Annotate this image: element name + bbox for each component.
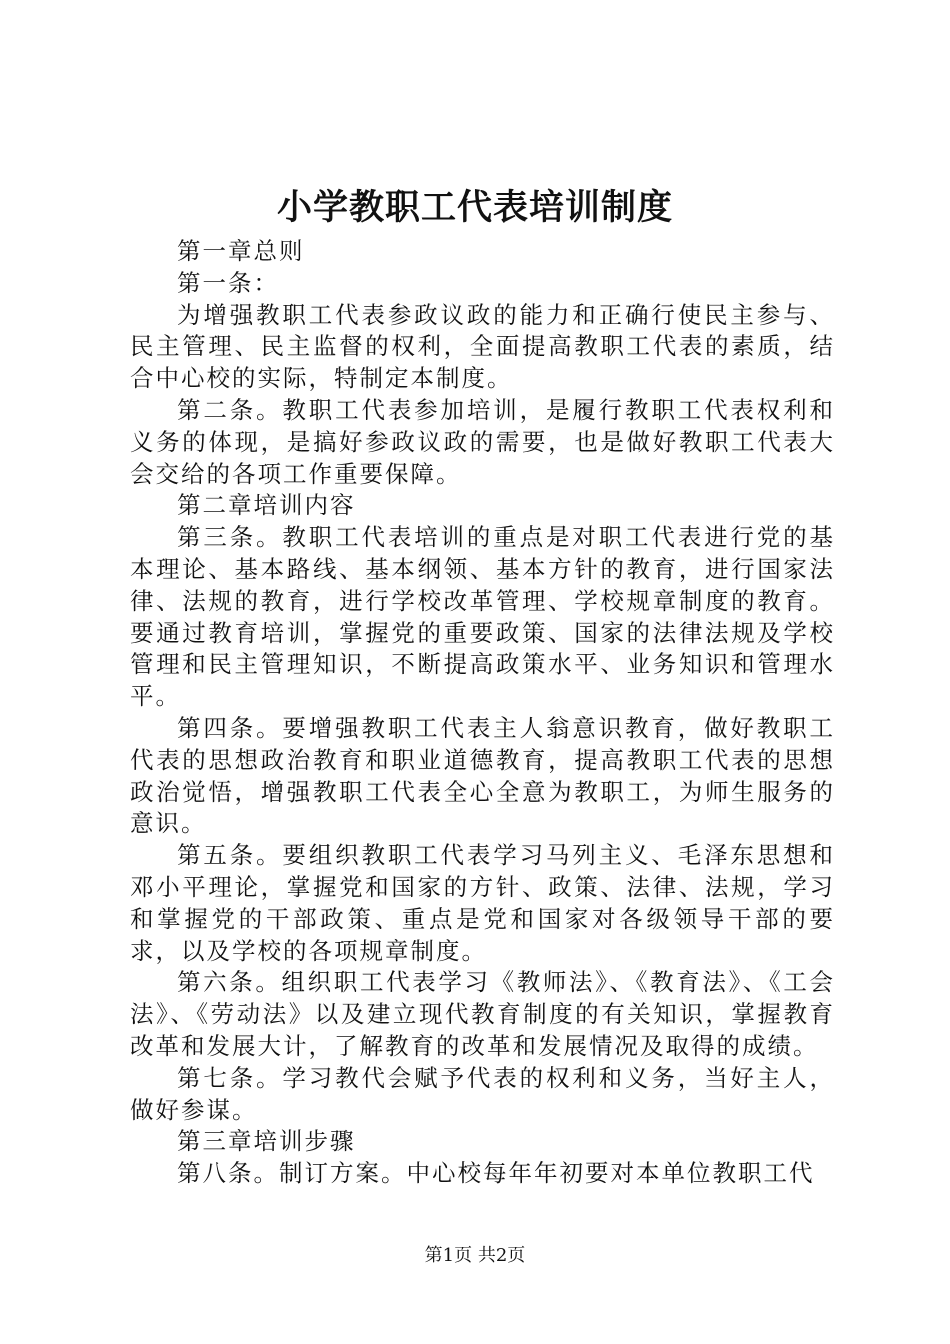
paragraph: 为增强教职工代表参政议政的能力和正确行使民主参与、民主管理、民主监督的权利，全面提高教职工代表的素质，结合中心校的实际，特制定本制度。 <box>130 300 835 393</box>
chapter-heading: 第三章培训步骤 <box>177 1127 356 1156</box>
paragraph: 第六条。组织职工代表学习《教师法》、《教育法》、《工会法》、《劳动法》以及建立现代教育制度的有关知识，掌握教育改革和发展大计，了解教育的改革和发展情况及取得的成绩。 <box>130 968 835 1060</box>
page-number-footer: 第1页 共2页 <box>424 1245 526 1266</box>
paragraph: 第七条。学习教代会赋予代表的权利和义务，当好主人，做好参谋。 <box>130 1063 835 1124</box>
chapter-heading: 第一章总则 <box>177 237 305 265</box>
paragraph: 第三条。教职工代表培训的重点是对职工代表进行党的基本理论、基本路线、基本纲领、基本方针的教育，进行国家法律、法规的教育，进行学校改革管理、学校规章制度的教育。要通过教育培训，掌握党的重要政策、国家的法律法规及学校管理和民主管理知识，不断提高政策水平、业务知识和管理水平。 <box>130 523 835 711</box>
article-heading: 第一条： <box>177 268 279 297</box>
paragraph: 第二条。教职工代表参加培训，是履行教职工代表权利和义务的体现，是搞好参政议政的需要，也是做好教职工代表大会交给的各项工作重要保障。 <box>130 395 835 488</box>
paragraph: 第四条。要增强教职工代表主人翁意识教育，做好教职工代表的思想政治教育和职业道德教育，提高教职工代表的思想政治觉悟，增强教职工代表全心全意为教职工，为师生服务的意识。 <box>130 713 835 838</box>
document-body <box>130 236 835 1190</box>
chapter-heading: 第二章培训内容 <box>177 491 356 520</box>
document-title: 小学教职工代表培训制度 <box>276 187 673 228</box>
paragraph: 第五条。要组织教职工代表学习马列主义、毛泽东思想和邓小平理论，掌握党和国家的方针、政策、法律、法规，学习和掌握党的干部政策、重点是党和国家对各级领导干部的要求，以及学校的各项规章制度。 <box>130 841 835 965</box>
paragraph: 第八条。制订方案。中心校每年年初要对本单位教职工代 <box>177 1159 815 1188</box>
